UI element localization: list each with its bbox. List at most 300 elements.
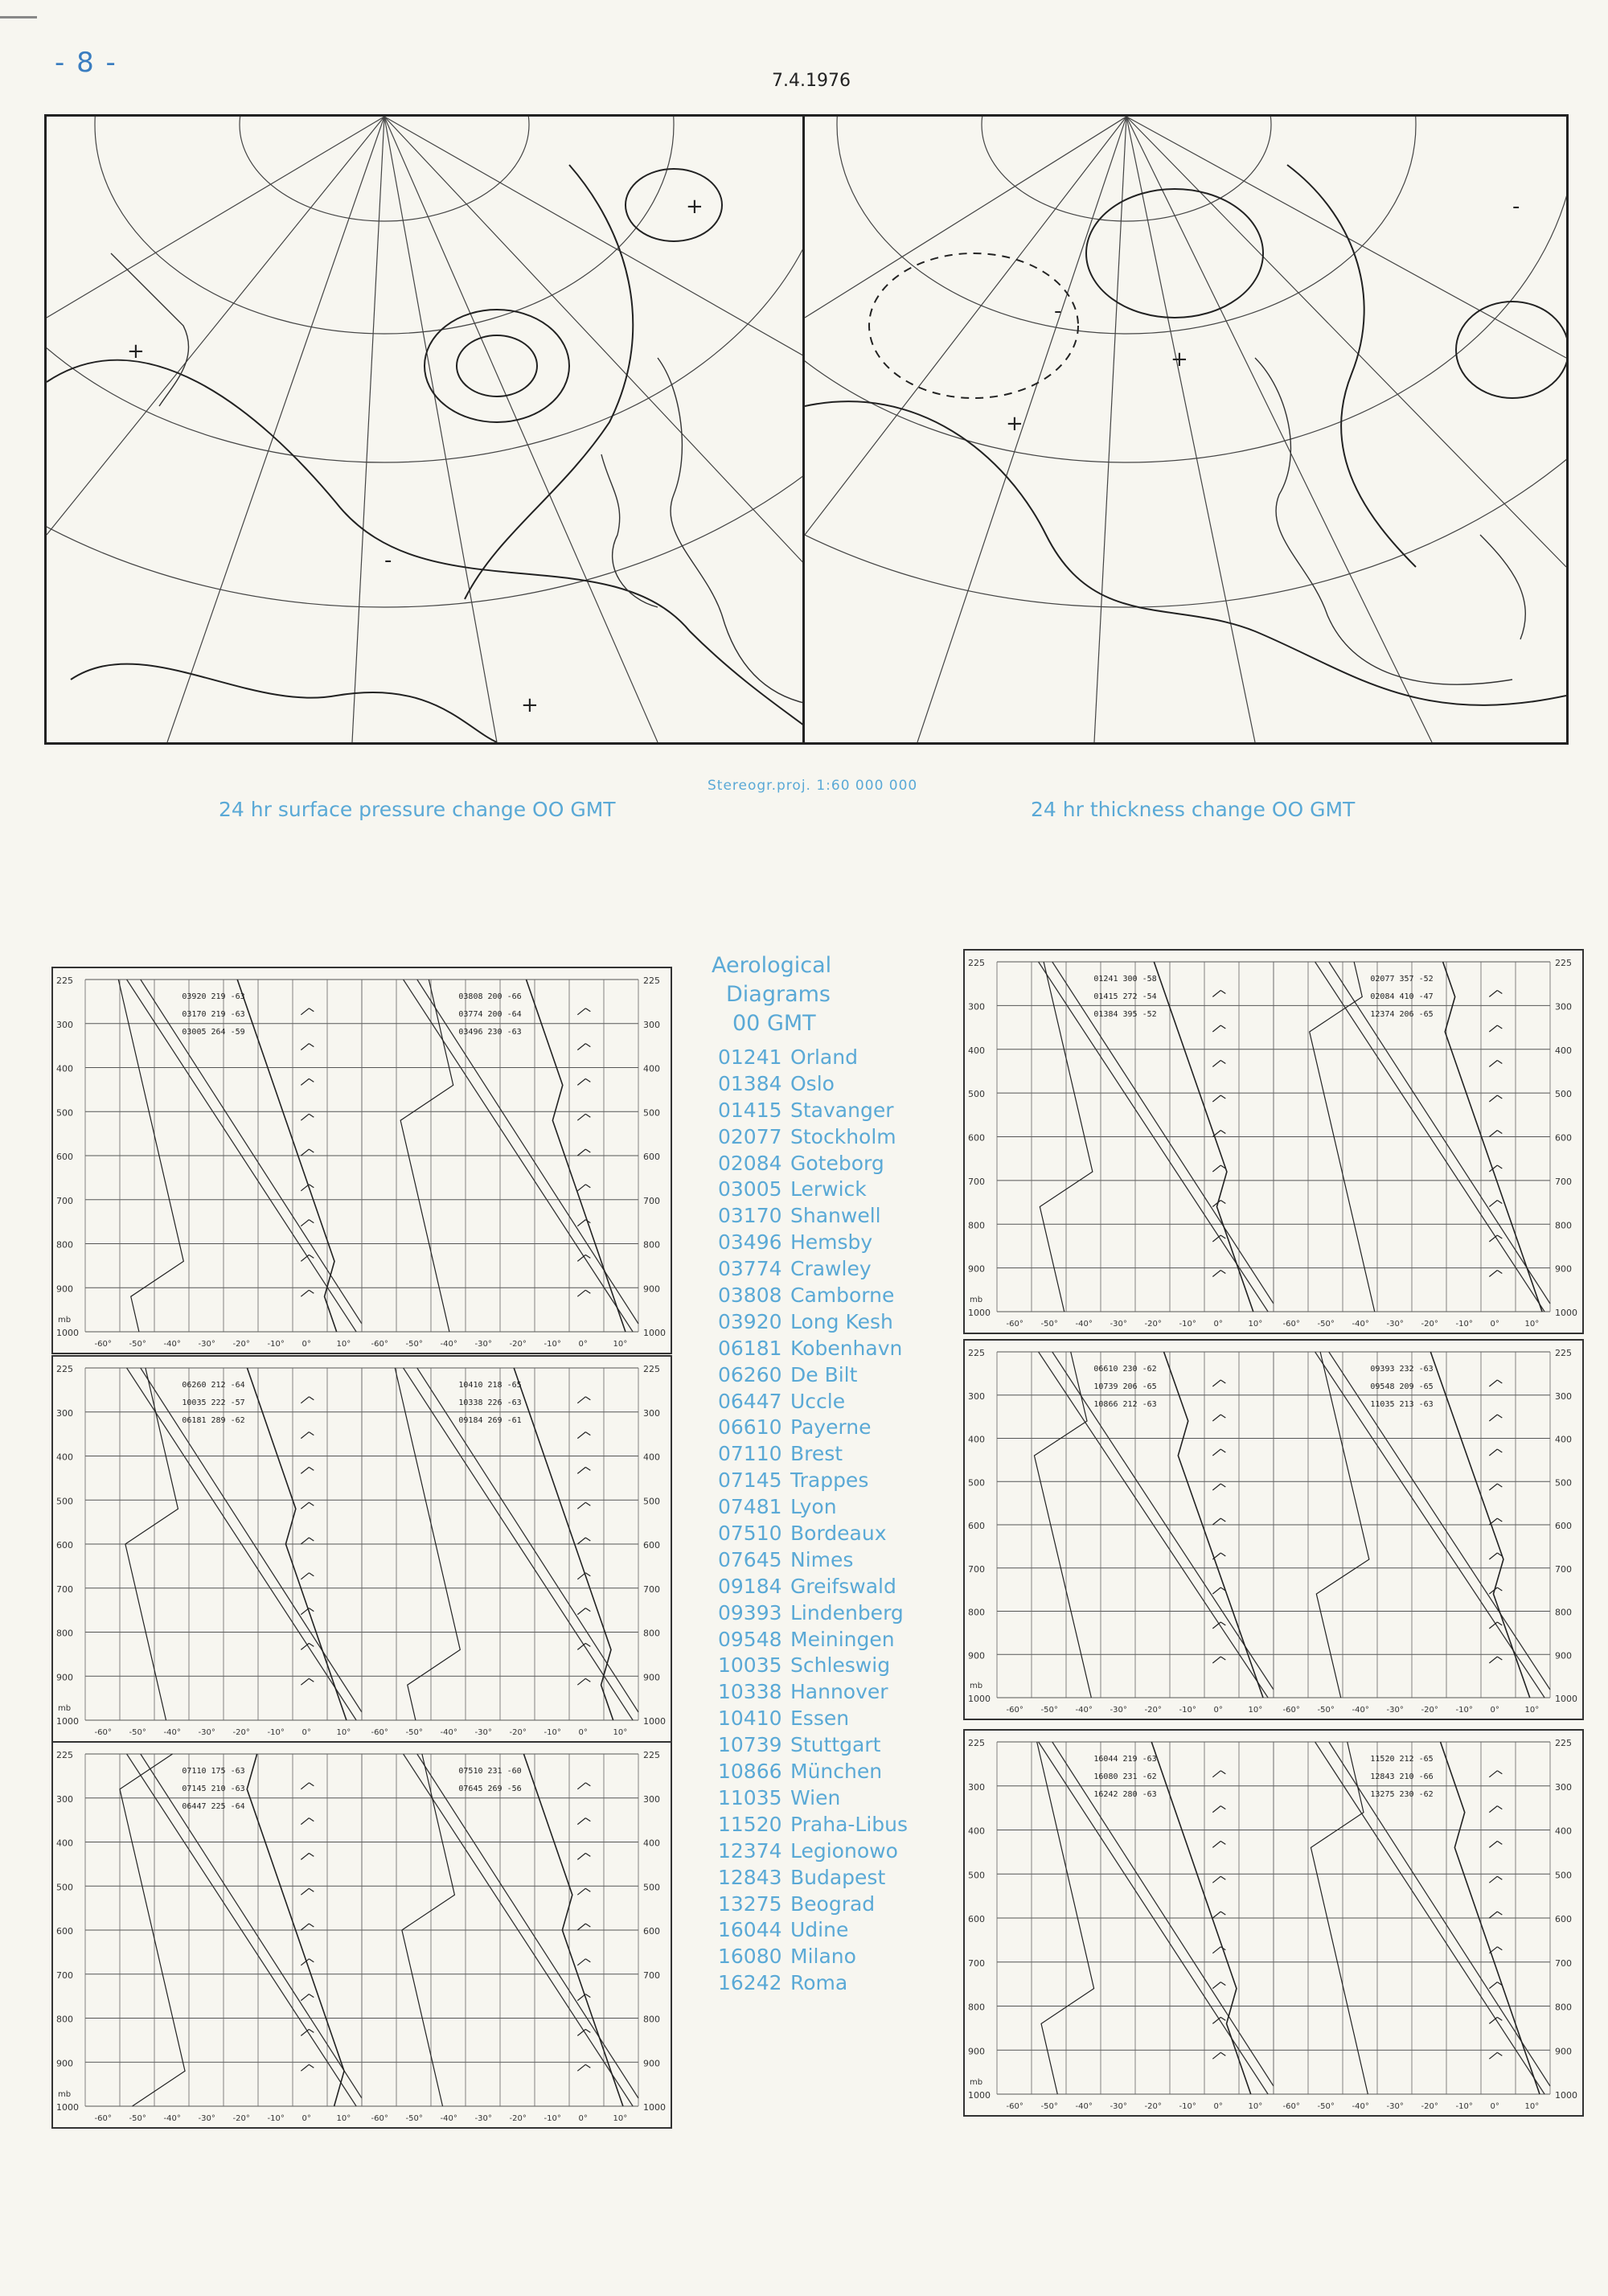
pressure-label: 400 xyxy=(643,1452,660,1463)
aerological-diagram-2 xyxy=(963,949,1584,1334)
aerological-diagram-4-svg xyxy=(965,1341,1582,1719)
pressure-label: 225 xyxy=(643,1364,660,1374)
temp-label: 10° xyxy=(1524,1320,1540,1329)
station-name: Camborne xyxy=(790,1284,895,1308)
pressure-label: 700 xyxy=(968,1957,985,1969)
wind-barb xyxy=(585,2029,590,2032)
temp-label: -60° xyxy=(1006,1320,1023,1329)
temp-label: 10° xyxy=(1248,2102,1263,2111)
station-code: 02084 xyxy=(718,1151,782,1175)
station-list xyxy=(718,1045,908,1998)
station-name: Wien xyxy=(790,1785,841,1809)
station-code: 16242 xyxy=(718,1971,782,1995)
wind-barb xyxy=(1212,1165,1220,1172)
wind-barb xyxy=(1489,1061,1497,1067)
temp-label: -60° xyxy=(1282,1706,1300,1715)
wind-barb xyxy=(1489,2052,1497,2059)
pressure-label: 1000 xyxy=(1555,2090,1577,2101)
station-name: Shanwell xyxy=(790,1204,881,1228)
wind-barb xyxy=(1489,1131,1497,1137)
temp-label: 10° xyxy=(336,2114,351,2123)
wind-barb xyxy=(1497,1025,1502,1029)
station-code: 16044 xyxy=(718,1918,782,1942)
wind-barb xyxy=(585,1608,590,1612)
pressure-label: 1000 xyxy=(968,1694,991,1704)
pressure-label: 800 xyxy=(1555,1220,1572,1231)
reference-line xyxy=(1052,1352,1274,1690)
pressure-label: 300 xyxy=(643,1407,660,1419)
reference-line xyxy=(141,1368,362,1712)
wind-barb xyxy=(1489,1380,1497,1386)
wind-barb xyxy=(1220,1271,1225,1274)
pressure-label: 500 xyxy=(1555,1089,1572,1100)
temp-label: -60° xyxy=(1006,2102,1023,2111)
wind-barb xyxy=(1489,1095,1497,1102)
wind-barb xyxy=(309,1397,314,1400)
temp-label: 10° xyxy=(336,1728,351,1737)
temp-label: 10° xyxy=(613,1728,628,1737)
station-row xyxy=(718,1680,908,1707)
wind-barb xyxy=(585,1185,590,1188)
wind-barb xyxy=(577,1149,585,1156)
station-row xyxy=(718,1310,908,1337)
wind-barb xyxy=(301,1149,309,1156)
wind-barb xyxy=(1497,1095,1502,1099)
temp-label: -30° xyxy=(198,1340,215,1349)
wind-barb xyxy=(1489,1841,1497,1847)
station-table-entry: 03005 264 -59 xyxy=(182,1028,245,1037)
temp-label: -10° xyxy=(1455,2102,1473,2111)
pressure-label: 500 xyxy=(1555,1870,1572,1881)
wind-barb xyxy=(1497,1484,1502,1487)
station-table-entry: 10866 212 -63 xyxy=(1093,1400,1157,1409)
pressure-label: 700 xyxy=(968,1563,985,1575)
temp-label: -60° xyxy=(371,1728,388,1737)
pressure-label: 700 xyxy=(1555,1957,1572,1969)
temp-label: 0° xyxy=(1213,1706,1223,1715)
wind-barb xyxy=(1497,1271,1502,1274)
pressure-label: 500 xyxy=(643,1882,660,1893)
station-table-entry: 01415 272 -54 xyxy=(1093,992,1157,1001)
wind-barb xyxy=(577,1538,585,1544)
station-table-entry: 07145 210 -63 xyxy=(182,1785,245,1793)
wind-barb xyxy=(1497,1876,1502,1879)
svg-text:+: + xyxy=(1171,347,1188,372)
temp-label: -30° xyxy=(474,1340,492,1349)
station-name: Uccle xyxy=(790,1389,846,1413)
wind-barb xyxy=(1497,1518,1502,1522)
pressure-label: 400 xyxy=(56,1452,73,1463)
surface-pressure-change-map xyxy=(44,114,810,745)
station-name: Praha-Libus xyxy=(790,1812,909,1836)
wind-barb xyxy=(1489,1025,1497,1032)
temp-label: -20° xyxy=(1144,1320,1162,1329)
reference-line xyxy=(141,980,362,1324)
wind-barb xyxy=(301,1220,309,1226)
wind-barb xyxy=(577,1114,585,1120)
pressure-label: 500 xyxy=(56,1496,73,1507)
station-name: Orland xyxy=(790,1045,858,1069)
station-name: Nimes xyxy=(790,1547,854,1571)
station-table-entry: 11520 212 -65 xyxy=(1370,1755,1434,1764)
wind-barb xyxy=(1212,1947,1220,1953)
wind-barb xyxy=(1220,1415,1225,1418)
svg-text:-: - xyxy=(384,548,392,573)
station-code: 10035 xyxy=(718,1653,782,1678)
station-table-entry: 12843 210 -66 xyxy=(1370,1772,1434,1781)
pressure-label: 500 xyxy=(56,1107,73,1119)
wind-barb xyxy=(577,1044,585,1050)
station-code: 12843 xyxy=(718,1865,782,1889)
wind-barb xyxy=(309,1185,314,1188)
pressure-label: 900 xyxy=(56,1284,73,1295)
wind-barb xyxy=(585,1290,590,1293)
temp-label: 0° xyxy=(302,1340,311,1349)
svg-text:+: + xyxy=(686,195,704,219)
wind-barb xyxy=(1212,1587,1220,1594)
wind-barb xyxy=(1220,1235,1225,1238)
temp-label: -40° xyxy=(1075,2102,1093,2111)
mb-label: mb xyxy=(58,2090,72,2099)
station-row xyxy=(718,1045,908,1072)
pressure-label: 500 xyxy=(968,1089,985,1100)
wind-barb xyxy=(577,1185,585,1191)
pressure-label: 1000 xyxy=(1555,1308,1577,1318)
station-name: Schleswig xyxy=(790,1653,891,1678)
station-name: Greifswald xyxy=(790,1574,896,1598)
mb-label: mb xyxy=(970,2078,983,2087)
temp-label: 0° xyxy=(1490,1320,1499,1329)
wind-barb xyxy=(585,1678,590,1682)
wind-barb xyxy=(1220,1657,1225,1660)
station-code: 12374 xyxy=(718,1838,782,1863)
mb-label: mb xyxy=(970,1682,983,1690)
wind-barb xyxy=(1489,1201,1497,1207)
wind-barb xyxy=(1212,1415,1220,1421)
reference-line xyxy=(1329,1352,1550,1690)
wind-barb xyxy=(585,1994,590,1998)
pressure-label: 700 xyxy=(56,1969,73,1981)
pressure-label: 225 xyxy=(56,975,73,986)
wind-barb xyxy=(309,1114,314,1117)
pressure-label: 900 xyxy=(1555,1650,1572,1661)
pressure-label: 700 xyxy=(643,1195,660,1206)
wind-barb xyxy=(301,1290,309,1296)
wind-barb xyxy=(1220,1449,1225,1452)
pressure-label: 300 xyxy=(1555,1001,1572,1012)
wind-barb xyxy=(1212,2052,1220,2059)
wind-barb xyxy=(1212,1271,1220,1277)
wind-barb xyxy=(1497,1415,1502,1418)
wind-barb xyxy=(1220,1484,1225,1487)
wind-barb xyxy=(309,1255,314,1258)
temp-label: -10° xyxy=(544,2114,561,2123)
wind-barb xyxy=(301,1924,309,1930)
aero-title-line2: Diagrams xyxy=(726,982,831,1007)
wind-barb xyxy=(1212,1061,1220,1067)
temp-label: -20° xyxy=(509,1340,527,1349)
pressure-label: 300 xyxy=(968,1390,985,1402)
wind-barb xyxy=(301,1397,309,1403)
page-date: 7.4.1976 xyxy=(772,71,851,91)
pressure-label: 225 xyxy=(56,1750,73,1760)
wind-barb xyxy=(577,1432,585,1439)
temp-label: -10° xyxy=(544,1728,561,1737)
temp-label: -40° xyxy=(1075,1706,1093,1715)
wind-barb xyxy=(585,1783,590,1786)
station-table-entry: 03920 219 -63 xyxy=(182,992,245,1001)
coastline xyxy=(1255,358,1525,684)
wind-barb xyxy=(1220,1553,1225,1556)
temp-label: -30° xyxy=(198,2114,215,2123)
station-table-entry: 09393 232 -63 xyxy=(1370,1365,1434,1374)
pressure-label: 900 xyxy=(643,1284,660,1295)
reference-line xyxy=(1329,962,1550,1304)
station-code: 07110 xyxy=(718,1442,782,1466)
wind-barb xyxy=(301,1114,309,1120)
temp-label: 10° xyxy=(613,1340,628,1349)
temp-label: 10° xyxy=(1248,1706,1263,1715)
wind-barb xyxy=(1212,1841,1220,1847)
pressure-label: 225 xyxy=(643,1750,660,1760)
wind-barb xyxy=(1220,1876,1225,1879)
wind-barb xyxy=(1220,1095,1225,1099)
temp-label: -10° xyxy=(1455,1320,1473,1329)
wind-barb xyxy=(1497,1061,1502,1064)
station-name: Beograd xyxy=(790,1891,876,1916)
wind-barb xyxy=(1497,1947,1502,1950)
station-name: Bordeaux xyxy=(790,1522,887,1546)
aerological-diagram-1 xyxy=(51,967,672,1354)
pressure-label: 600 xyxy=(56,1926,73,1937)
station-row xyxy=(718,1177,908,1204)
temp-label: -10° xyxy=(267,2114,285,2123)
wind-barb xyxy=(577,2064,585,2071)
station-code: 06610 xyxy=(718,1415,782,1440)
station-name: Stockholm xyxy=(790,1124,896,1148)
wind-barb xyxy=(1497,991,1502,994)
wind-barb xyxy=(1212,1095,1220,1102)
pressure-label: 500 xyxy=(643,1107,660,1119)
wind-barb xyxy=(1489,1771,1497,1777)
wind-barb xyxy=(309,2064,314,2068)
station-row xyxy=(718,1971,908,1998)
wind-barb xyxy=(1497,1587,1502,1591)
station-name: Payerne xyxy=(790,1415,872,1440)
temp-label: -50° xyxy=(1317,1320,1335,1329)
wind-barb xyxy=(1220,1771,1225,1774)
station-row xyxy=(718,1707,908,1733)
temp-label: -50° xyxy=(1317,1706,1335,1715)
wind-barb xyxy=(309,1924,314,1927)
wind-barb xyxy=(577,1502,585,1509)
wind-barb xyxy=(1212,1912,1220,1918)
station-row xyxy=(718,1945,908,1971)
station-code: 09548 xyxy=(718,1627,782,1651)
station-row xyxy=(718,1628,908,1654)
pressure-label: 900 xyxy=(1555,2046,1572,2057)
wind-barb xyxy=(585,1397,590,1400)
reference-line xyxy=(141,1754,362,2098)
temp-label: -30° xyxy=(1386,1706,1404,1715)
pressure-label: 400 xyxy=(968,1434,985,1445)
wind-barb xyxy=(577,1853,585,1859)
station-row xyxy=(718,1152,908,1178)
map-labels xyxy=(127,195,704,717)
wind-barb xyxy=(585,1078,590,1082)
station-code: 16080 xyxy=(718,1945,782,1969)
aerological-diagram-2-svg xyxy=(965,951,1582,1333)
station-row xyxy=(718,1337,908,1363)
station-name: Brest xyxy=(790,1442,843,1466)
pressure-label: 400 xyxy=(643,1063,660,1074)
temp-label: -60° xyxy=(371,2114,388,2123)
coastline xyxy=(111,253,807,704)
wind-barb xyxy=(309,1078,314,1082)
pressure-label: 600 xyxy=(643,1926,660,1937)
temp-label: -60° xyxy=(1282,1320,1300,1329)
temp-label: 0° xyxy=(1213,1320,1223,1329)
pressure-label: 800 xyxy=(643,2014,660,2025)
station-row xyxy=(718,1468,908,1495)
wind-barb xyxy=(1497,1912,1502,1915)
station-row xyxy=(718,1125,908,1152)
wind-barb xyxy=(309,1502,314,1505)
station-name: Milano xyxy=(790,1945,856,1969)
pressure-label: 700 xyxy=(968,1176,985,1187)
wind-barb xyxy=(1220,1025,1225,1029)
temp-label: -20° xyxy=(509,1728,527,1737)
temp-label: 0° xyxy=(578,1728,588,1737)
wind-barb xyxy=(1489,1553,1497,1559)
aerological-diagram-6-svg xyxy=(965,1731,1582,2115)
station-code: 10866 xyxy=(718,1760,782,1784)
station-table-entry: 06447 225 -64 xyxy=(182,1802,245,1811)
wind-barb xyxy=(1489,1876,1497,1883)
temp-label: 10° xyxy=(1248,1320,1263,1329)
station-name: Lyon xyxy=(790,1495,837,1519)
wind-barb xyxy=(301,1573,309,1579)
wind-barb xyxy=(585,1432,590,1436)
temp-label: 0° xyxy=(302,1728,311,1737)
pressure-label: 400 xyxy=(968,1045,985,1056)
temp-label: -10° xyxy=(1455,1706,1473,1715)
wind-barb xyxy=(577,1608,585,1615)
temp-label: -10° xyxy=(267,1728,285,1737)
pressure-label: 225 xyxy=(1555,1348,1572,1358)
temp-label: -10° xyxy=(1179,1706,1196,1715)
wind-barb xyxy=(577,1008,585,1015)
pressure-label: 900 xyxy=(968,1650,985,1661)
temp-label: -40° xyxy=(440,1340,457,1349)
pressure-label: 1000 xyxy=(56,2102,79,2113)
aerological-diagram-1-svg xyxy=(53,968,671,1353)
wind-barb xyxy=(1497,1771,1502,1774)
wind-barb xyxy=(1212,1025,1220,1032)
station-code: 03170 xyxy=(718,1204,782,1228)
aerological-title xyxy=(712,951,831,1038)
station-row xyxy=(718,1866,908,1892)
pressure-label: 400 xyxy=(56,1838,73,1849)
temp-label: -30° xyxy=(1110,1706,1127,1715)
pressure-label: 800 xyxy=(968,1220,985,1231)
temp-label: -60° xyxy=(94,1340,112,1349)
pressure-label: 800 xyxy=(56,1628,73,1639)
station-row xyxy=(718,1204,908,1230)
wind-barb xyxy=(301,1502,309,1509)
pressure-label: 800 xyxy=(56,1239,73,1251)
station-table-entry: 11035 213 -63 xyxy=(1370,1400,1434,1409)
wind-barb xyxy=(577,1573,585,1579)
station-name: Long Kesh xyxy=(790,1309,893,1333)
wind-barb xyxy=(1489,1271,1497,1277)
pressure-label: 225 xyxy=(56,1364,73,1374)
wind-barb xyxy=(309,1818,314,1822)
wind-barb xyxy=(301,1678,309,1685)
pressure-label: 800 xyxy=(643,1628,660,1639)
wind-barb xyxy=(301,1538,309,1544)
pressure-label: 225 xyxy=(1555,1738,1572,1748)
temp-label: -50° xyxy=(1040,2102,1058,2111)
wind-barb xyxy=(585,1114,590,1117)
aerological-diagram-5-svg xyxy=(53,1743,671,2127)
pressure-label: 600 xyxy=(1555,1521,1572,1531)
wind-barb xyxy=(301,1008,309,1015)
station-row xyxy=(718,1072,908,1099)
wind-barb xyxy=(309,1888,314,1891)
wind-barb xyxy=(585,1008,590,1012)
temp-label: 10° xyxy=(1524,1706,1540,1715)
station-name: Meiningen xyxy=(790,1627,895,1651)
wind-barb xyxy=(577,1467,585,1473)
wind-barb xyxy=(309,2029,314,2032)
wind-barb xyxy=(585,1643,590,1646)
station-row xyxy=(718,1230,908,1257)
wind-barb xyxy=(301,2064,309,2071)
svg-text:-: - xyxy=(1512,195,1520,219)
station-table-entry: 02077 357 -52 xyxy=(1370,975,1434,984)
pressure-label: 900 xyxy=(56,2058,73,2069)
wind-barb xyxy=(1212,1484,1220,1490)
station-code: 07481 xyxy=(718,1495,782,1519)
station-code: 03920 xyxy=(718,1309,782,1333)
temp-label: -20° xyxy=(1144,1706,1162,1715)
reference-line xyxy=(417,1754,638,2098)
pressure-label: 400 xyxy=(1555,1434,1572,1445)
wind-barb xyxy=(585,1149,590,1152)
pressure-label: 1000 xyxy=(643,1328,666,1338)
temp-label: -20° xyxy=(1421,2102,1438,2111)
wind-barb xyxy=(577,1678,585,1685)
wind-barb xyxy=(1212,1806,1220,1813)
pressure-label: 225 xyxy=(968,1738,985,1748)
station-table-entry: 12374 206 -65 xyxy=(1370,1010,1434,1019)
pressure-label: 900 xyxy=(56,1672,73,1683)
station-table-entry: 10410 218 -65 xyxy=(458,1381,522,1390)
pressure-label: 900 xyxy=(968,1263,985,1275)
wind-barb xyxy=(1497,1806,1502,1809)
aerological-diagram-3 xyxy=(51,1355,672,1743)
station-code: 03496 xyxy=(718,1230,782,1255)
station-code: 01241 xyxy=(718,1045,782,1069)
station-row xyxy=(718,1257,908,1284)
left-map-caption: 24 hr surface pressure change OO GMT xyxy=(219,798,616,821)
wind-barb xyxy=(585,1538,590,1541)
wind-barb xyxy=(577,1078,585,1085)
map-labels xyxy=(1006,195,1520,436)
temp-label: -30° xyxy=(474,1728,492,1737)
wind-barb xyxy=(1489,1657,1497,1663)
